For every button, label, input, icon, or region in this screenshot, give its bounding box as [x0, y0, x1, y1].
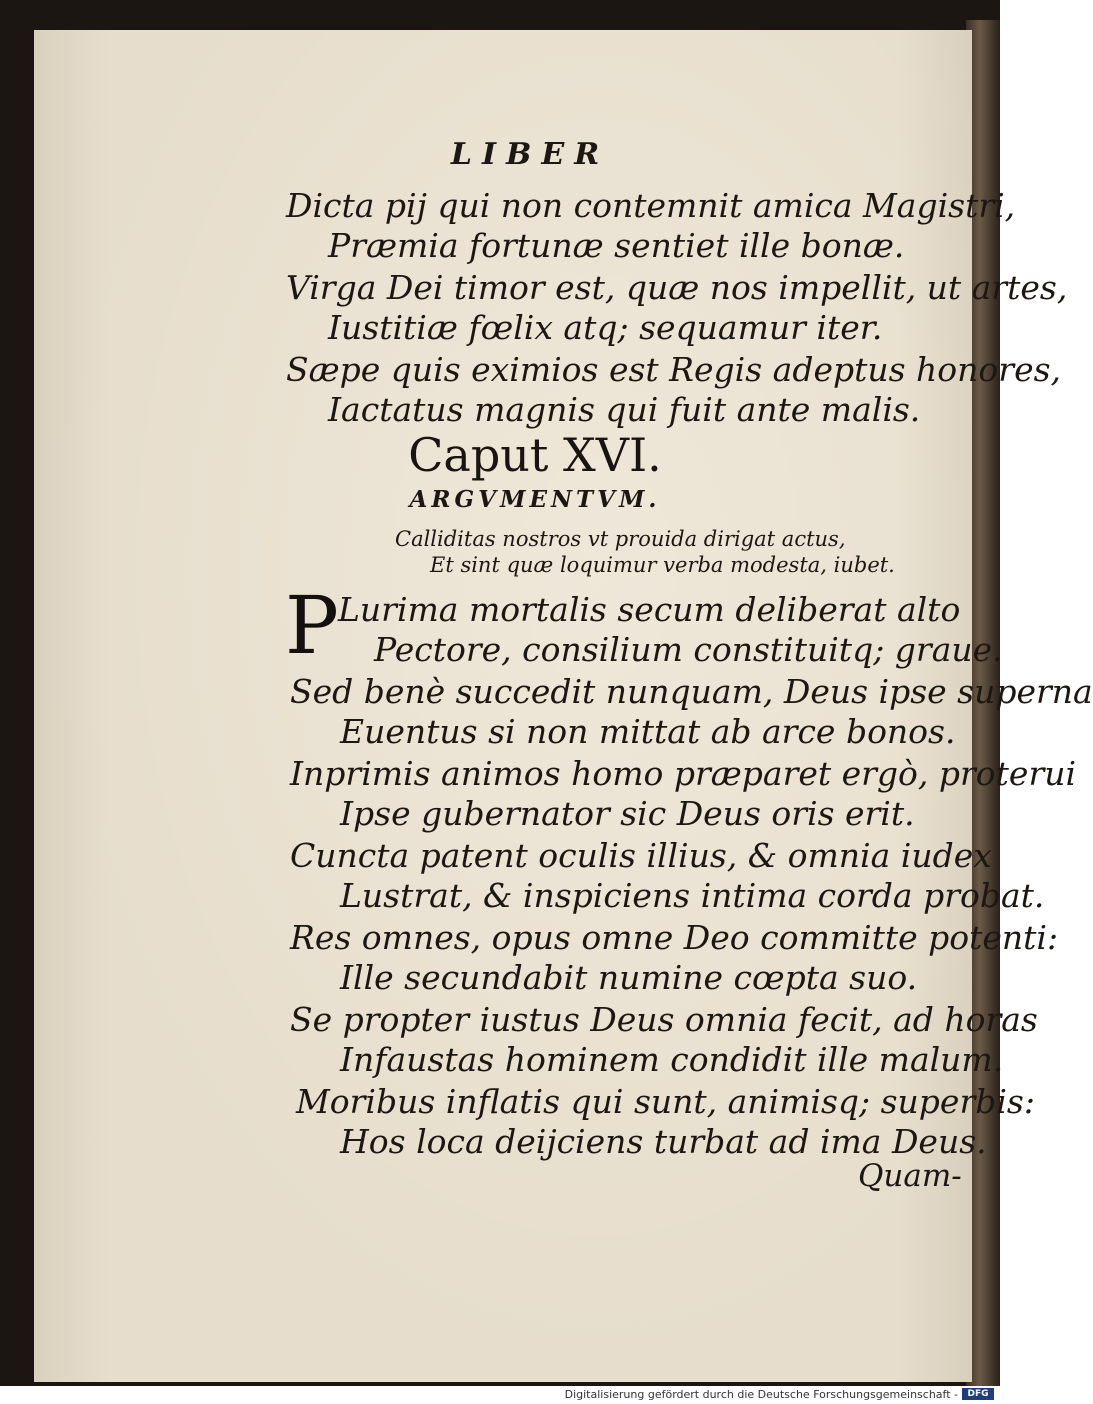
verse-line: Iustitiæ fœlix atq; sequamur iter.	[328, 308, 883, 347]
verse-line: Sæpe quis eximios est Regis adeptus honores,	[286, 350, 1062, 389]
running-header: LIBER	[450, 137, 610, 172]
drop-cap: P	[285, 579, 339, 672]
chapter-heading: Caput XVI.	[408, 428, 662, 482]
verse-line: Dicta pij qui non contemnit amica Magistri,	[286, 186, 1016, 225]
verse-line: Pectore, consilium constituitq; graue.	[374, 630, 1003, 669]
verse-line: Cuncta patent oculis illius, & omnia iudex	[290, 836, 992, 875]
argumentum-title: ARGVMENTVM.	[409, 486, 661, 513]
verse-line: Ipse gubernator sic Deus oris erit.	[340, 794, 915, 833]
verse-line: Infaustas hominem condidit ille malum.	[340, 1040, 1004, 1079]
argumentum-line: Et sint quæ loquimur verba modesta, iubet.	[430, 553, 895, 577]
verse-line: Hos loca deijciens turbat ad ima Deus.	[340, 1122, 987, 1161]
catchword: Quam-	[858, 1158, 962, 1194]
verse-line: Se propter iustus Deus omnia fecit, ad horas	[290, 1000, 1038, 1039]
verse-line: Ille secundabit numine cœpta suo.	[340, 958, 918, 997]
verse-line: Euentus si non mittat ab arce bonos.	[340, 712, 956, 751]
verse-line: Sed benè succedit nunquam, Deus ipse superna	[290, 672, 1093, 711]
footer-credit: Digitalisierung gefördert durch die Deutsche Forschungsgemeinschaft -	[564, 1388, 958, 1401]
verse-line: Moribus inflatis qui sunt, animisq; superbis:	[296, 1082, 1035, 1121]
verse-line: Inprimis animos homo præparet ergò, proterui	[290, 754, 1077, 793]
verse-line: Virga Dei timor est, quæ nos impellit, ut artes,	[286, 268, 1068, 307]
argumentum-line: Calliditas nostros vt prouida dirigat actus,	[395, 527, 846, 551]
dfg-logo: DFG	[962, 1388, 994, 1400]
verse-line: Res omnes, opus omne Deo committe potenti:	[290, 918, 1059, 957]
verse-line: Iactatus magnis qui fuit ante malis.	[328, 390, 921, 429]
digitization-footer	[0, 1386, 1000, 1404]
verse-line: Præmia fortunæ sentiet ille bonæ.	[328, 226, 905, 265]
verse-line: Lustrat, & inspiciens intima corda probat.	[340, 876, 1045, 915]
verse-line: Lurima mortalis secum deliberat alto	[338, 590, 961, 629]
